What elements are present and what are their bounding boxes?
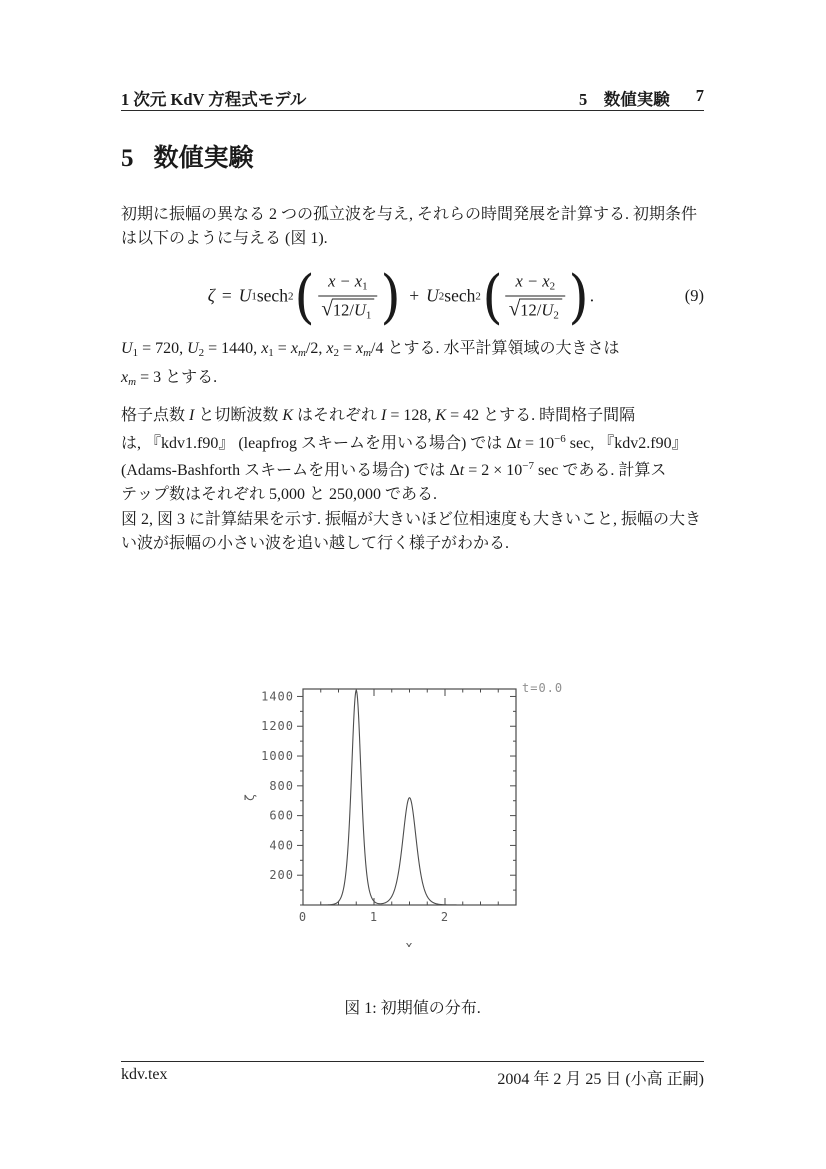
paragraph-2: [121, 337, 711, 394]
y-tick-label: 1000: [261, 749, 294, 764]
page-footer: [121, 1066, 704, 1089]
x-axis-label: x: [405, 939, 414, 947]
header-section-title: 5 数値実験: [579, 90, 670, 109]
header-page-number: 7: [695, 86, 704, 105]
equation-body: ζ = U 1 sech 2 ( x − x1 √ 12/U1 ) + U 2 sech 2 ( x − x2 √ 12/U2 ) .: [207, 262, 595, 330]
text-line: い波が振幅の小さい波を追い越して行く様子がわかる.: [121, 534, 510, 552]
y-tick-label: 1400: [261, 689, 294, 704]
fraction-1: x − x1 √ 12/U1: [318, 271, 378, 322]
y-tick-label: 600: [269, 808, 294, 823]
text-line: xm = 3 とする.: [121, 368, 218, 388]
page-header: [121, 86, 704, 110]
equation-9: [121, 258, 704, 334]
text-line: U1 = 720, U2 = 1440, x1 = xm/2, x2 = xm/4 とする. 水平計算領域の大きさは: [121, 340, 620, 359]
y-axis-label: ζ: [243, 792, 257, 802]
section-heading: [121, 138, 254, 174]
y-tick-label: 800: [269, 778, 294, 793]
text-line: 初期に振幅の異なる 2 つの孤立波を与え, それらの時間発展を計算する. 初期条件: [121, 206, 698, 223]
time-annotation: t=0.0: [522, 681, 564, 695]
figure-1-plot: [240, 672, 580, 947]
radical-sign: √: [321, 296, 333, 321]
text-line: 格子点数 I と切断波数 K はそれぞれ I = 128, K = 42 とする. 時間格子間隔: [121, 407, 636, 424]
footer-rule: [121, 1061, 704, 1062]
header-left-title: 1 次元 KdV 方程式モデル: [121, 90, 307, 109]
text-line: (Adams-Bashforth スキームを用いる場合) では $\Delta t = 2 \times 10^{-7}$ sec である. 計算ス: [121, 460, 667, 479]
y-tick-label: 200: [269, 868, 294, 883]
paragraph-3: [121, 404, 711, 506]
radical-sign: √: [508, 296, 521, 321]
footer-filename: kdv.tex: [121, 1066, 168, 1083]
paragraph-1: [121, 203, 711, 250]
figure-caption: 図 1: 初期値の分布.: [344, 1000, 481, 1017]
header-rule: [121, 110, 704, 111]
text-line: は, 『kdv1.f90』 (leapfrog スキームを用いる場合) では $\Delta t = 10^{-6}$ sec, 『kdv2.f90』: [121, 432, 688, 452]
section-title: 数値実験: [153, 145, 254, 172]
fraction-2: x − x2 √ 12/U2: [506, 271, 566, 322]
x-tick-label: 1: [369, 910, 379, 924]
section-number: 5: [121, 145, 134, 172]
y-tick-label: 400: [269, 838, 294, 853]
paragraph-4: [121, 508, 711, 555]
math-zeta: ζ: [207, 285, 215, 306]
text-line: テップ数はそれぞれ 5,000 と 250,000 である.: [121, 485, 438, 503]
equation-number: (9): [684, 286, 704, 305]
footer-date-author: 2004 年 2 月 25 日 (小高 正嗣): [497, 1071, 704, 1088]
x-tick-label: 2: [440, 910, 450, 924]
x-tick-label: 0: [298, 910, 308, 924]
soliton-curve: [303, 691, 516, 905]
plot-frame: [303, 689, 516, 905]
y-tick-label: 1200: [261, 719, 294, 734]
text-line: 図 2, 図 3 に計算結果を示す. 振幅が大きいほど位相速度も大きいこと, 振幅の大き: [121, 511, 702, 528]
initial-condition-chart: [240, 672, 580, 947]
text-line: は以下のように与える (図 1).: [121, 229, 328, 247]
